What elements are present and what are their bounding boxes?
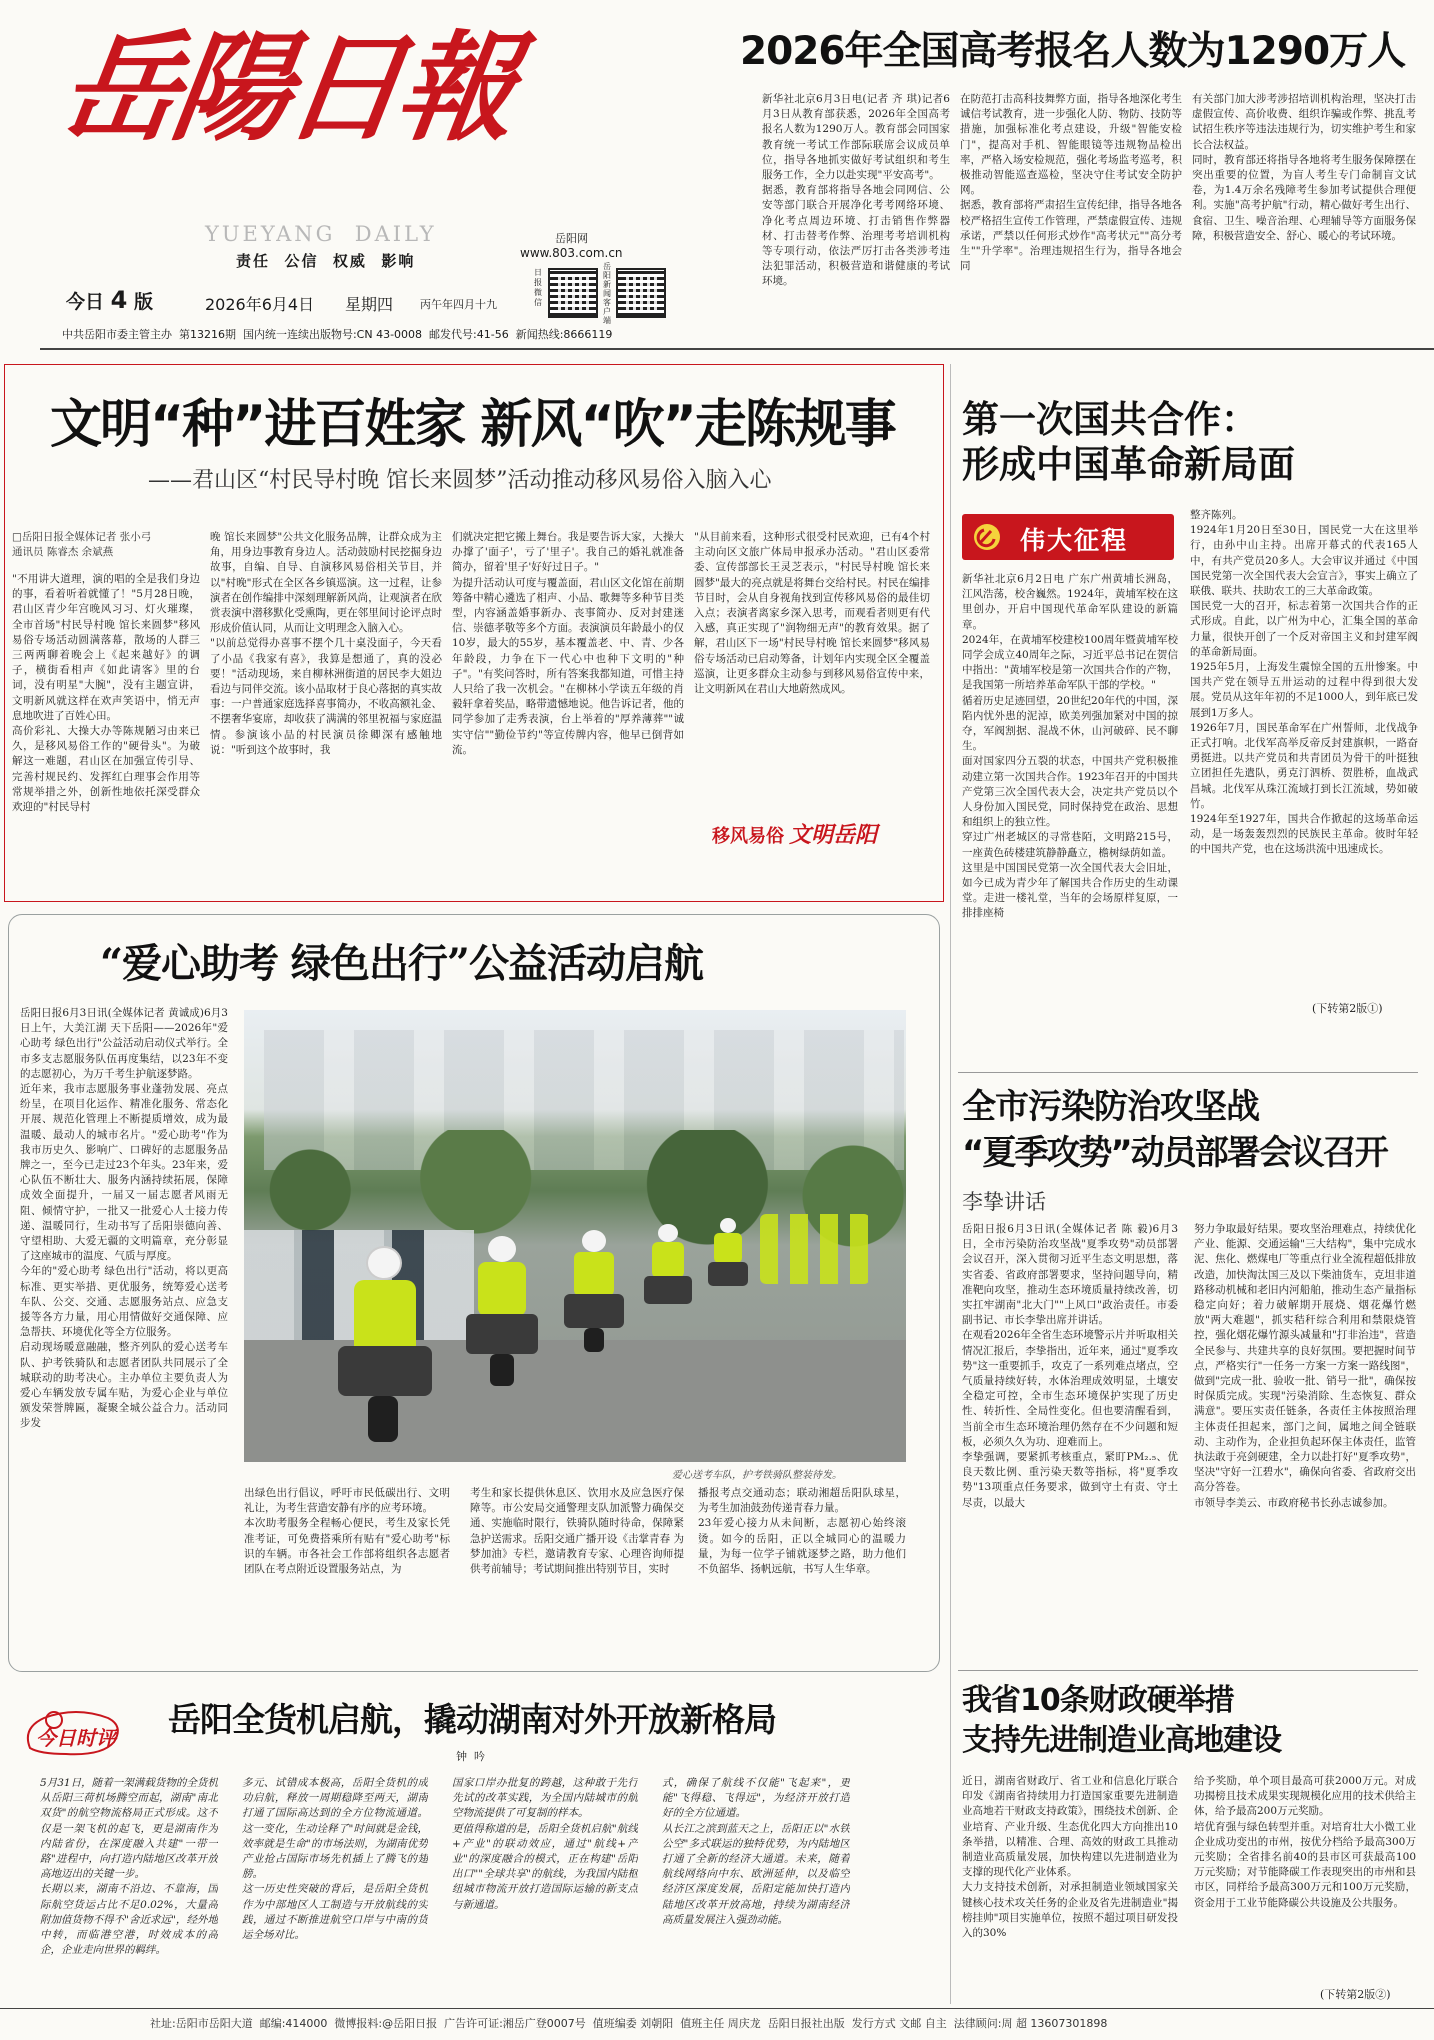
commentary-tag xyxy=(16,1708,128,1760)
party-story-title-1: 第一次国共合作： xyxy=(962,397,1258,441)
pollution-story-col2: 努力争取最好结果。要攻坚治理难点，持续优化产业、能源、交通运输"三大结构"，集中完成水泥、焦化、燃煤电厂等重点行业全流程超低排放改造，加快淘汰国三及以下柴油货车，克坦非道路移动机械和老旧内河船舶，推动生态产量指标稳定向好；着力破解期开展烧、烟花爆竹燃放"两大难题"，抓实秸秆综合利用和禁限烧管控，强化烟花爆竹源头减量和"打非治违"，营造全民参与、共建共享的良好氛围。要把握时间节点，严格实行"一任务一方案一方案一路线图"，做到"完成一批、验收一批、销号一批"，确保按时保质完成。实现"污染消除、生态恢复、群众满意"。要压实责任链条，各责任主体按照治理主体责任担起来，部门之间，属地之间全链联动、主动作为，企业担负起环保主体责任，监管执法敢于亮剑硬建，全力以赴打好"夏季攻势"，坚决"守好一江碧水"，确保向省委、省政府交出高分答卷。 市领导李美云、市政府秘书长孙志诚参加。 xyxy=(1194,1223,1416,1509)
party-story-body-2: 整齐陈列。 1924年1月20日至30日，国民党一大在这里举行，由孙中山主持。出席开幕式的代表165人中，有共产党员20多人。大会审议并通过《中国国民党第一次全国代表大会宣言》，事实上确立了联俄、联共、扶助农工的三大革命政策。 国民党一大的召开，标志着第一次国共合作的正式形成。自此，以广州为中心，汇集全国的革命力量，很快开创了一个反对帝国主义和封建军阀的革命新局面。 1925年5月，上海发生震惊全国的五卅惨案。中国共产党在领导五卅运动的过程中得到很大发展。党员从这年年初的不足1000人，到年底已发展到1万多人。 1926年7月，国民革命军在广州誓师，北伐战争正式打响。北伐军高举反帝反封建旗帜，一路奋勇挺进。以共产党员和共青团员为骨干的叶挺独立团担任先遣队，勇克汀泗桥、贺胜桥，血战武昌城。北伐军从珠江流域打到长江流域，势如破竹。 1924年至1927年，国共合作掀起的这场革命运动，是一场轰轰烈烈的民族民主革命。彼时年轻的中国共产党，也在这场洪流中迅速成长。 xyxy=(1190,509,1418,856)
lead-story-tag-accent: 文明岳阳 xyxy=(789,822,878,848)
charity-story-col-b1: 出绿色出行倡议，呼吁市民低碳出行、文明礼让，为考生营造安静有序的应考环境。 本次助考服务全程畅心便民，考生及家长凭准考证，可免费搭乘所有贴有"爱心助考"标识的车辆。市各社会工作部将组织各志愿者团队在考点附近设置服务站点，为 xyxy=(244,1487,450,1576)
issue-weekday: 星期四 xyxy=(345,295,394,314)
finance-story-title-1: 我省10条财政硬举措 xyxy=(962,1683,1234,1718)
party-story-title-2: 形成中国革命新局面 xyxy=(962,442,1295,486)
masthead-motto: 责任 公信 权威 影响 xyxy=(236,252,416,270)
motorcade-photo xyxy=(244,1010,906,1462)
commentary-col2: 多元、试错成本极高，岳阳全货机的成功启航，释放一周期稳降至两天，湖南打通了国际高达到的全方位物流通道。这一变化，生动诠释了"时间就是金钱，效率就是生命"的市场法则，为湖南优势产业抢占国际市场先机插上了腾飞的翅膀。 这一历史性突破的背后，是岳阳全货机作为中部地区人工制造与开放航线的实践，通过不断推进航空口岸与中南的货运全场对比。 xyxy=(242,1777,428,1942)
photo-rider-5 xyxy=(706,1218,750,1304)
site-name: 岳阳网 xyxy=(555,232,588,245)
issue-date: 2026年6月4日 xyxy=(205,295,315,314)
photo-caption: 爱心送考车队，护考铁骑队整装待发。 xyxy=(672,1470,842,1481)
commentary-author: 钟 吟 xyxy=(456,1750,485,1763)
great-journey-badge xyxy=(962,514,1174,560)
finance-story-col2: 给予奖励，单个项目最高可获2000万元。对成功揭榜且技术成果实现规模化应用的技术供给主体，给予最高200万元奖励。 培优育强与绿色转型并重。对培育壮大小微工业企业成功变出的市州，按优分档给予最高300万元奖励；全省排名前40的县市区可获最高100万元奖励；对节能降碳工作表现突出的市州和县市区，同样给予最高300万元和100万元奖励，资金用于工业节能降碳公共设施及公共服务。 xyxy=(1194,1775,1416,1909)
lead-story-col1: "不用讲大道理，演的唱的全是我们身边的事，看着听着就懂了！"5月28日晚，君山区青少年宫晚风习习、灯火璀璨，全市首场"村民导村晚 馆长来圆梦"移风易俗专场活动圆满落幕，散场的人群三三两两聊着晚会上《起来越好》的调子，横街看相声《如此请客》里的台词，没有明星"大腕"，没有主题宣讲，文明新风就这样在欢声笑语中，悄无声息地吹进了百姓心田。 高价彩礼、大操大办等陈规陋习由来已久，是移风易俗工作的"硬骨头"。为破解这一难题，君山区在加强宣传引导、完善村规民约、发挥红白理事会作用等常规举措之外，创新性地依托深受群众欢迎的"村民导村 xyxy=(12,573,200,814)
edition-unit: 版 xyxy=(133,291,153,313)
app-qr-code[interactable] xyxy=(616,268,666,318)
commentary-title: 岳阳全货机启航，撬动湖南对外开放新格局 xyxy=(168,1700,776,1739)
pollution-section-rule xyxy=(958,1072,1418,1073)
qr-label-app: 岳阳新闻客户端 xyxy=(603,262,611,325)
lead-story-tag-text: 移风易俗 xyxy=(712,826,784,847)
edition-label: 今日 xyxy=(66,291,105,313)
masthead-pinyin: YUEYANG DAILY xyxy=(205,222,437,246)
lead-story-title: 文明“种”进百姓家 新风“吹”走陈规事 xyxy=(50,395,895,455)
footer-imprint: 社址:岳阳市岳阳大道 邮编:414000 微博报料:@岳阳日报 广告许可证:湘岳广登0007号 值班编委 刘朝阳 值班主任 周庆龙 岳阳日报社出版 发行方式 文邮 自主 法律顾问:周 超 13607301898 xyxy=(150,2017,1108,2030)
top-story-title: 2026年全国高考报名人数为1290万人 xyxy=(740,29,1406,74)
edition-count: 4 xyxy=(110,286,128,314)
great-journey-badge-text: 伟大征程 xyxy=(1020,526,1129,555)
finance-story-col1: 近日，湖南省财政厅、省工业和信息化厅联合印发《湖南省持续用力打造国家重要先进制造业高地若干财政支持政策》，围绕技术创新、企业培育、产业升级、生态优化四大方向推出10条举措，以精准、合理、高效的财政工具推动制造业高质量发展，加快构建以先进制造业为支撑的现代化产业体系。 大力支持技术创新，对承担制造业领域国家关键核心技术攻关任务的企业及省先进制造业"揭榜挂帅"项目实施单位，按照不超过项目研发投入的30% xyxy=(962,1775,1178,1940)
finance-story-title-2: 支持先进制造业高地建设 xyxy=(962,1723,1281,1758)
commentary-col4: 式，确保了航线不仅能"飞起来"，更能"飞得稳、飞得远"，为经济开放打造好的全方位通道。 从长江之滨到蓝天之上，岳阳正以"水铁公空"多式联运的独特优势，为内陆地区打通了全新的经济大通道。未来，随着航线网络向中东、欧洲延伸，以及临空经济区深度发展，岳阳定能加快打造内陆地区改革开放高地，持续为湖南经济高质量发展注入强劲动能。 xyxy=(662,1777,850,1926)
photo-rider-1 xyxy=(330,1246,440,1442)
photo-rider-6 xyxy=(760,1214,870,1284)
pollution-story-col1: 岳阳日报6月3日讯(全媒体记者 陈 毅)6月3日，全市污染防治攻坚战"夏季攻势"动员部署会议召开，深入贯彻习近平生态文明思想，落实省委、省政府部署要求，坚持问题导向，精准靶向攻坚，推动生态环境质量持续改善，切实扛牢湖南"北大门""上风口"政治责任。市委副书记、市长李挚出席并讲话。 在观看2026年全省生态环境警示片并听取相关情况汇报后，李挚指出，近年来，通过"夏季攻势"这一重要抓手，攻克了一系列难点堵点，空气质量持续好转，水体治理成效明显，土壤安全稳定可控，全市生态环境保护实现了历史性、转折性、全局性变化。但也要清醒看到，当前全市生态环境治理仍然存在不少问题和短板，必须久久为功、迎难而上。 李挚强调，要紧抓考核重点，紧盯PM₂.₅、优良天数比例、重污染天数等指标，将"夏季攻势"13项重点任务要求，做到守土有责、守土尽责，以最大 xyxy=(962,1223,1178,1509)
site-url[interactable]: www.803.com.cn xyxy=(520,246,623,260)
charity-story-col-b2: 考生和家长提供休息区、饮用水及应急医疗保障等。市公安局交通警理支队加派警力确保交通、实施临时限行，铁骑队随时待命，保障紧急护送需求。岳阳交通广播开设《击掌青春 为梦加油》专栏，邀请教育专家、心理咨询师提供考前辅导；考试期间推出特别节目，实时 xyxy=(470,1487,684,1576)
charity-story-left-col: 岳阳日报6月3日讯(全媒体记者 黄诚成)6月3日上午，大美江湖 天下岳阳——2026年"爱心助考 绿色出行"公益活动启动仪式举行。全市多支志愿服务队伍再度集结，以23年不变的志愿初心，为万千考生护航逐梦路。 近年来，我市志愿服务事业蓬勃发展、亮点纷呈，在项目化运作、精准化服务、常态化开展、规范化管理上不断提质增效，成为最温暖、最动人的城市名片。"爱心助考"作为我市历史久、影响广、口碑好的志愿服务品牌之一，至今已走过23个年头。23年来，爱心队伍不断壮大、服务内涵持续拓展，保障成效全面提升，一届又一届志愿者风雨无阻、倾情守护，一批又一批爱心人士接力传递、温暖同行，生动书写了岳阳崇德向善、守望相助、大爱无疆的文明篇章，充分彰显了这座城市的温度、气质与厚度。 今年的"爱心助考 绿色出行"活动，将以更高标准、更实举措、更优服务，统筹爱心送考车队、公交、交通、志愿服务站点、应急支援等各方力量，用心用情做好交通保障、应急帮扶、环境优化等全方位服务。 启动现场暖意融融，整齐列队的爱心送考车队、护考铁骑队和志愿者团队共同展示了全城联动的助考决心。主办单位主要负责人为爱心车辆发放专属车贴，为爱心企业与单位颁发荣誉牌匾，凝聚全城公益合力。活动同步发 xyxy=(20,1007,228,1430)
newspaper-logo: 岳陽日報 xyxy=(52,18,520,157)
top-story-col3: 有关部门加大涉考涉招培训机构治理，坚决打击虚假宣传、高价收费、组织诈骗或作弊、挑乱考试招生秩序等违法违规行为，切实维护考生和家长合法权益。 同时，教育部还将指导各地将考生服务保障摆在突出重要的位置，为盲人考生专门命制盲文试卷，为1.4万余名残障考生参加考试提供合理便利。实施"高考护航"行动，精心做好考生出行、食宿、卫生、噪音治理、心理辅导等方面服务保障，积极营造安全、舒心、暖心的考试环境。 xyxy=(1192,93,1416,242)
party-story-jump[interactable]: (下转第2版①) xyxy=(1312,1002,1383,1015)
party-emblem-icon xyxy=(972,522,1002,552)
lead-story-col4: "从目前来看，这种形式很受村民欢迎，已有4个村主动向区文旅广体局申报承办活动。"君山区委常委、宣传部部长王灵芝表示，"村民导村晚 馆长来圆梦"最大的亮点就是将舞台交给村民。村民在编排节目时，会从自身视角找到宣传移风易俗的最佳切入点；表演者离家乡深入思考，而观看者则更有代入感，真正实现了"润物细无声"的教育效果。据了解，君山区下一场"村民导村晚 馆长来圆梦"移风易俗专场活动已启动筹备，计划年内实现全区全覆盖巡演，让更多群众主动参与到移风易俗宣传中来，让文明新风在君山大地蔚然成风。 xyxy=(694,531,930,696)
charity-story-col-b3: 播报考点交通动态；联动湘超岳阳队球星，为考生加油鼓劲传递青春力量。 23年爱心接力从未间断，志愿初心始终滚烫。如今的岳阳，正以全城同心的温暖力量，为每一位学子铺就逐梦之路，助力他们不负韶华、扬帆远航，书写人生华章。 xyxy=(698,1487,906,1576)
imprint-line: 中共岳阳市委主管主办 第13216期 国内统一连续出版物号:CN 43-0008 邮发代号:41-56 新闻热线:8666119 xyxy=(62,328,613,341)
lead-story-tag xyxy=(712,818,877,849)
pollution-story-title-2: “夏季攻势”动员部署会议召开 xyxy=(962,1133,1387,1173)
wechat-qr-code[interactable] xyxy=(548,268,598,318)
lead-story-col2: 晚 馆长来圆梦"公共文化服务品牌，让群众成为主角，用身边事教育身边人。活动鼓励村民挖掘身边故事，自编、自导、自演移风易俗相关节目，并以"村晚"形式在全区各乡镇巡演。这一过程，让参演者在创作编排中深刻理解新风尚，让观演者在欣赏表演中潜移默化受熏陶，更在邻里间讨论评点时形成价值认同，从而让文明理念入脑入心。 "以前总觉得办喜事不摆个几十桌没面子，今天看了小品《我家有喜》，我算是想通了，真的没必要！"活动现场，来自柳林洲街道的居民李大姐边看边与同伴交流。该小品取材于良心落据的真实故事：一户普通家庭选择喜事简办，不收高额礼金、不摆奢华宴席，却收获了满满的邻里祝福与家庭温情。参演该小品的村民演员徐卿深有感触地说："听到这个故事时，我 xyxy=(210,531,442,756)
commentary-col1: 5月31日，随着一架满载货物的全货机从岳阳三荷机场腾空而起，湖南"南北双货"的航空物流格局正式形成。这不仅是一架飞机的起飞，更是湖南作为内陆省份，在深度融入共建"一带一路"进程中，向打造内陆地区改革开放高地迈出的关键一步。 长期以来，湖南不沿边、不靠海，国际航空货运占比不足0.02%，大量高附加值货物不得不"舍近求远"，经外地中转，而临港空港，时效成本的高企，企业走向世界的羁绊。 xyxy=(40,1777,218,1957)
charity-story-title: “爱心助考 绿色出行”公益活动启航 xyxy=(100,940,703,987)
edition-info xyxy=(66,286,153,314)
pollution-story-subtitle: 李挚讲话 xyxy=(962,1190,1046,1214)
qr-label-wechat: 日报微信 xyxy=(534,268,542,307)
column-divider-right xyxy=(950,364,951,2004)
photo-rider-4 xyxy=(642,1224,694,1324)
lead-story-subtitle: ——君山区“村民导村晚 馆长来圆梦”活动推动移风易俗入脑入心 xyxy=(148,468,772,493)
top-story-col1: 新华社北京6月3日电(记者 齐 琪)记者6月3日从教育部获悉，2026年全国高考报名人数为1290万人。教育部会同国家教育统一考试工作部际联席会议成员单位，指导各地抓实做好考试组织和考生服务工作，全力以赴实现"平安高考"。 据悉，教育部将指导各地会同网信、公安等部门联合开展净化考考网络环境、净化考点周边环境、打击销售作弊器材、打击替考作弊、治理考考培训机构等专项行动，依法严厉打击各类涉考违法犯罪活动，积极营造和谐健康的考试环境。 xyxy=(762,93,950,288)
party-story-rule xyxy=(958,1078,959,1118)
finance-section-rule xyxy=(958,1670,1418,1671)
commentary-col3: 国家口岸办批复的跨越，这种敢于先行先试的改革实践，为全国内陆城市的航空物流提供了可复制的样本。 更值得称道的是，岳阳全货机启航"航线+产业"的联动效应，通过"航线+产业"的深度融合的模式，正在构建"岳阳出口""全球共享"的航线，为我国内陆枢纽城市物流开放打造国际运输的新支点与新通道。 xyxy=(452,1777,638,1911)
photo-rider-2 xyxy=(462,1236,542,1386)
finance-story-jump[interactable]: (下转第2版②) xyxy=(1320,1988,1391,2001)
lead-story-col3: 们就决定把它搬上舞台。我是要告诉大家，大操大办撑了'面子'，亏了'里子'。我自己的婚礼就准备简办，留着'里子'好好过日子。" 为提升活动认可度与覆盖面，君山区文化馆在前期筹备中精心遴选了相声、小品、歌舞等多种节目类型，内容涵盖婚事新办、丧事简办、反对封建迷信、崇德孝敬等多个方面。表演演员年龄最小的仅10岁，最大的55岁，基本覆盖老、中、青、少各年龄段，力争在下一代心中也种下文明的"种子"。"有奖问答时，所有答案我都知道，可惜主持人只给了我一次机会。"在柳林小学读五年级的肖毅轩拿着奖品，略带遗憾地说。他告诉记者，他的同学参加了走秀表演，台上举着的"厚养薄葬""诚实守信""勤俭节约"等宣传牌内容，他早已倒背如流。 xyxy=(452,531,684,756)
pollution-story-title-1: 全市污染防治攻坚战 xyxy=(962,1087,1259,1127)
masthead-rule xyxy=(40,348,1434,350)
lead-story-byline: □岳阳日报全媒体记者 张小弓 通讯员 陈睿杰 余斌燕 xyxy=(12,531,152,558)
footer-rule xyxy=(0,2008,1434,2009)
issue-lunar: 丙午年四月十九 xyxy=(420,298,497,311)
commentary-tag-text: 今日时评 xyxy=(36,1726,116,1750)
party-story-body-1: 新华社北京6月2日电 广东广州黄埔长洲岛，江风浩荡，校舍巍然。1924年，黄埔军校在这里创办，开启中国现代革命军队建设的新篇章。 2024年，在黄埔军校建校100周年暨黄埔军校同学会成立40周年之际，习近平总书记在贺信中指出："黄埔军校是第一次国共合作的产物，是我国第一所培养革命军队干部的学校。" 循着历史足迹回望，20世纪20年代的中国，深陷内忧外患的泥淖，欧美列强加紧对中国的掠夺，军阀割据、混战不休，山河破碎、民不聊生。 面对国家四分五裂的状态，中国共产党积极推动建立第一次国共合作。1923年召开的中国共产党第三次全国代表大会，决定共产党员以个人身份加入国民党，同时保持党在政治、思想和组织上的独立性。 穿过广州老城区的寻常巷陌，文明路215号，一座黄色砖楼建筑静静矗立，檐树绿荫如盖。 这里是中国国民党第一次全国代表大会旧址，如今已成为青少年了解国共合作历史的生动课堂。走进一楼礼堂，当年的会场原样复原，一排排座椅 xyxy=(962,573,1178,920)
photo-rider-3 xyxy=(562,1230,626,1350)
top-story-col2: 在防范打击高科技舞弊方面，指导各地深化考生诚信考试教育，进一步强化人防、物防、技防等措施，加强标准化考点建设，升级"智能安检门"，提高对手机、智能眼镜等违规物品检出率，严格入场安检规范，强化考场监考巡考，积极推动智能巡查巡检，坚决守住考试安全防护网。 据悉，教育部将严肃招生宣传纪律，指导各地各校严格招生宣传工作管理，严禁虚假宣传、违规承诺，严禁以任何形式炒作"高考状元""高分考生""升学率"。治理违规招生行为，指导各地会同 xyxy=(960,93,1182,273)
